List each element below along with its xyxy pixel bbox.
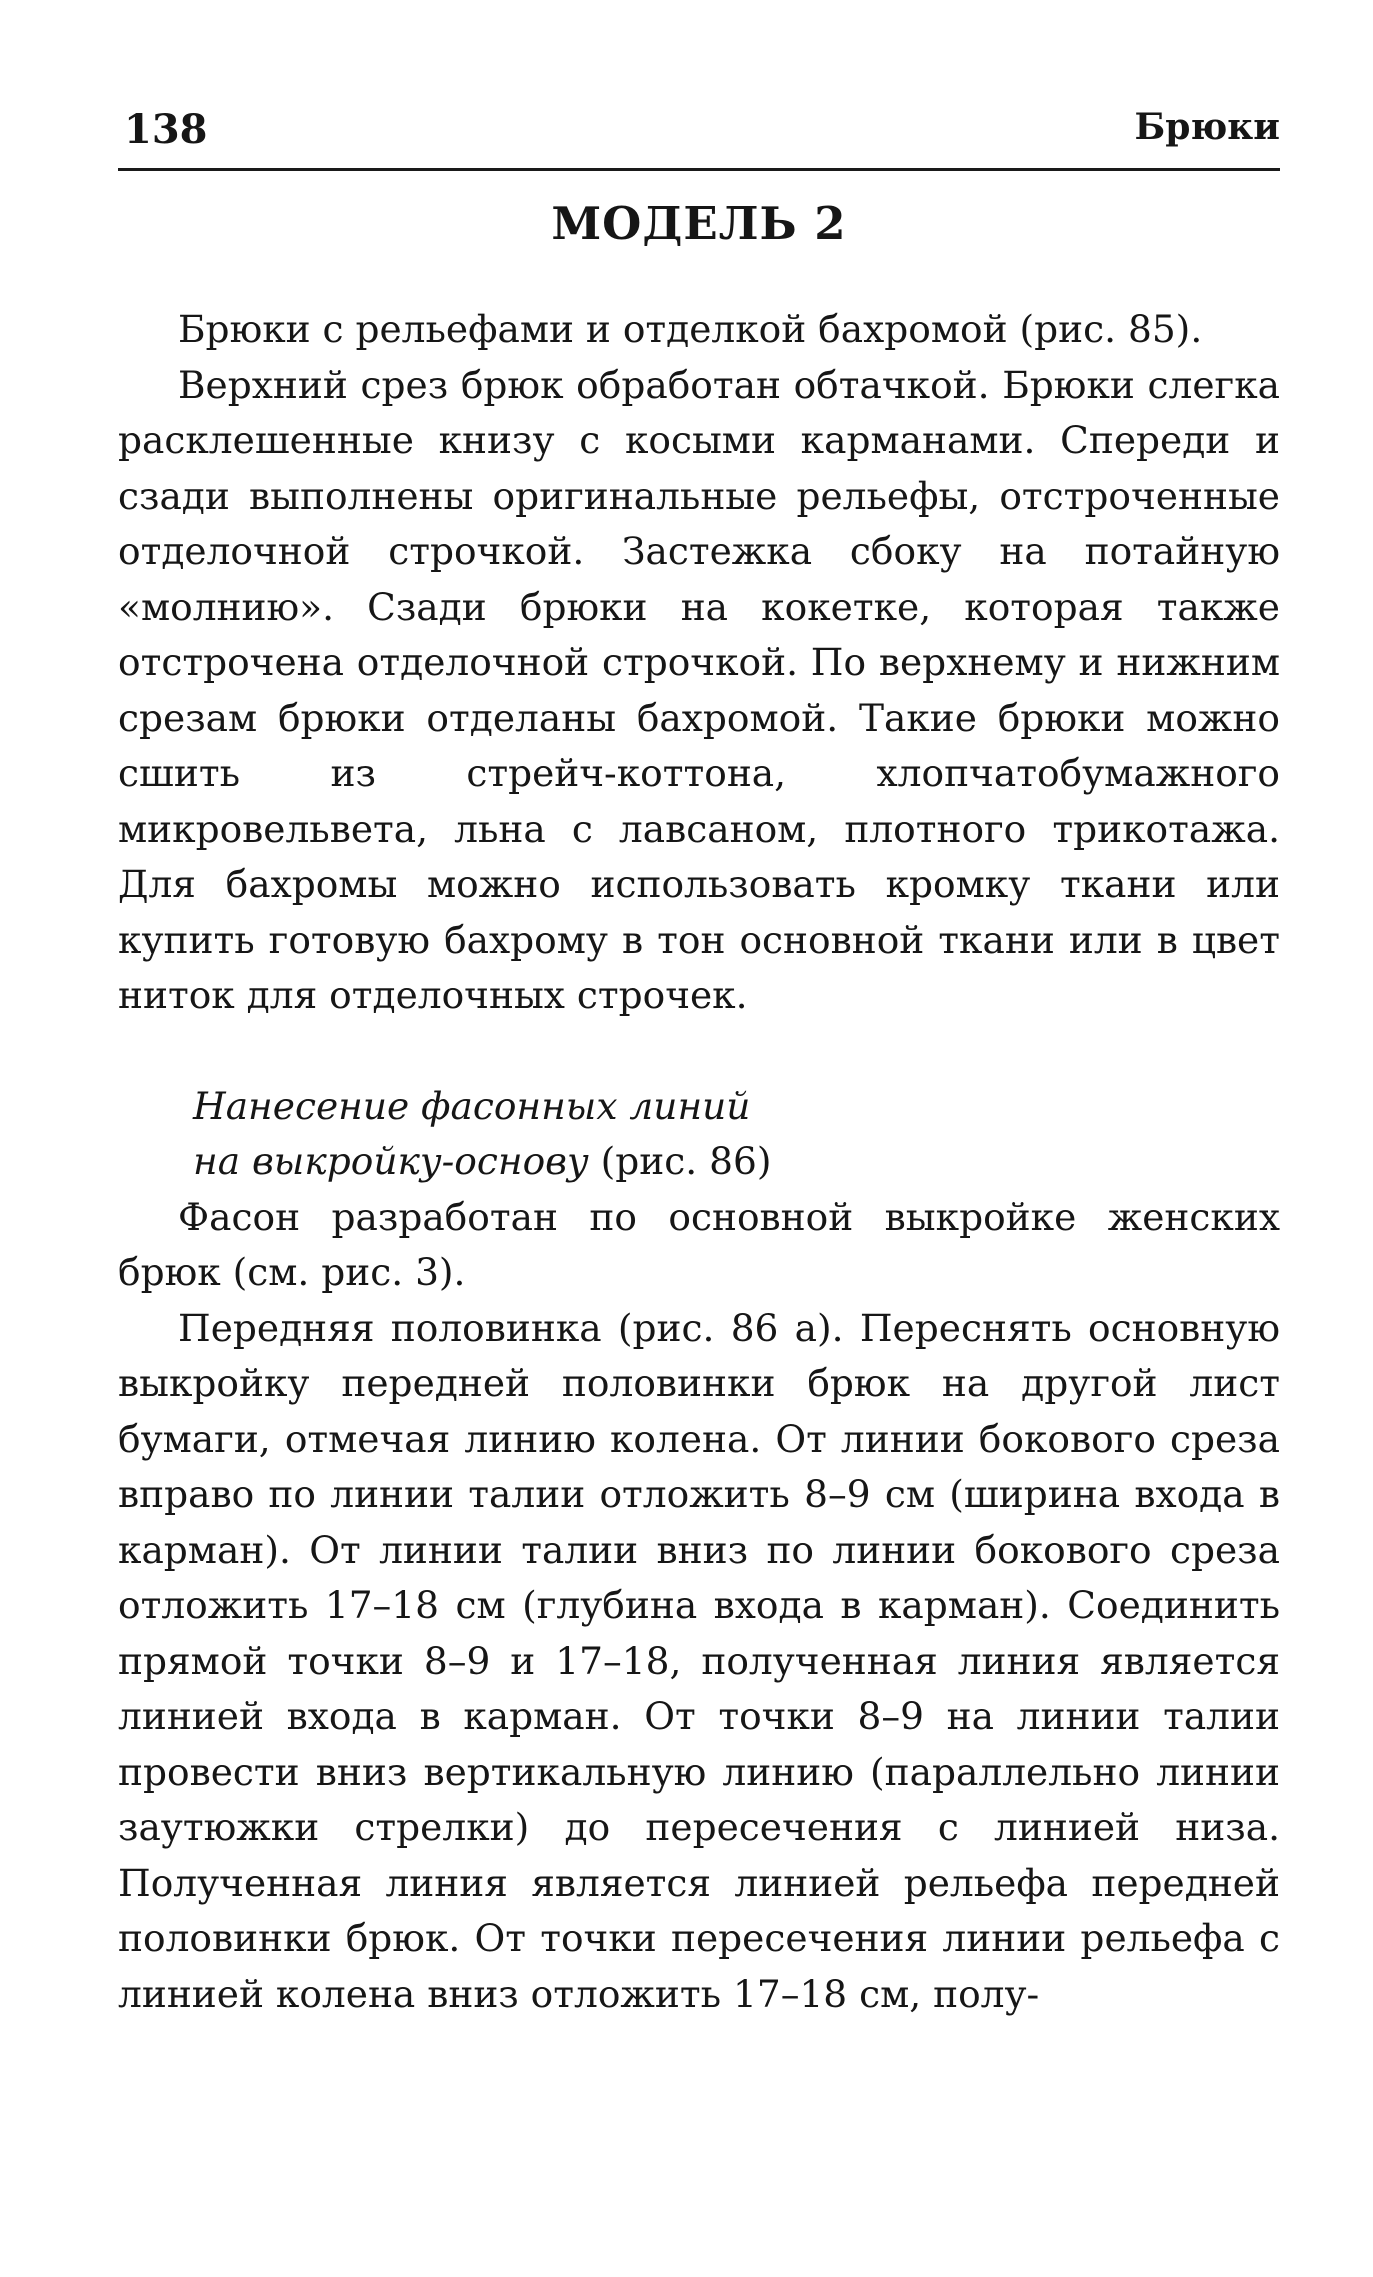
model-title: МОДЕЛЬ 2	[551, 197, 847, 250]
body-text	[118, 302, 1280, 1024]
intro-paragraph: Брюки с рельефами и отделкой бахромой (рис. 85).	[178, 307, 1203, 351]
fason-paragraph: Фасон разработан по основной выкройке женских брюк (см. рис. 3).	[118, 1194, 1280, 1294]
page-header	[118, 100, 1280, 171]
subheading-line-1: Нанесение фасонных линий	[193, 1083, 751, 1128]
front-half-paragraph: Передняя половинка (рис. 86 а). Переснять основную выкройку передней половинки брюк на другой лист бумаги, отмечая линию колена. От линии бокового среза вправо по линии талии отложить 8–9 см (ширина входа в карман). От линии талии вниз по линии бокового среза отложить 17–18 см (глубина входа в карман). Соединить прямой точки 8–9 и 17–18, полученная линия является линией входа в карман. От точки 8–9 на линии талии провести вниз вертикальную линию (параллельно линии заутюжки стрелки) до пересечения с линией низа. Полученная линия является линией рельефа передней половинки брюк. От точки пересечения линии рельефа с линией колена вниз отложить 17–18 см, полу-	[118, 1305, 1280, 2016]
section-subheading	[118, 1079, 1280, 1190]
description-paragraph: Верхний срез брюк обработан обтачкой. Брюки слегка расклешенные книзу с косыми карманами. Спереди и сзади выполнены оригинальные рельефы, отстроченные отделочной строчкой. Застежка сбоку на потайную «молнию». Сзади брюки на кокетке, которая также отстрочена отделочной строчкой. По верхнему и нижним срезам брюки отделаны бахромой. Такие брюки можно сшить из стрейч-коттона, хлопчатобумажного микровельвета, льна с лавсаном, плотного трикотажа. Для бахромы можно использовать кромку ткани или купить готовую бахрому в тон основной ткани или в цвет ниток для отделочных строчек.	[118, 362, 1280, 1017]
book-page	[118, 100, 1280, 2200]
page-number: 138	[124, 106, 208, 153]
body-text-continued	[118, 1190, 1280, 2023]
running-title: Брюки	[1134, 106, 1280, 148]
subheading-line-2: на выкройку-основу	[193, 1139, 589, 1183]
figure-reference: (рис. 86)	[588, 1139, 772, 1183]
